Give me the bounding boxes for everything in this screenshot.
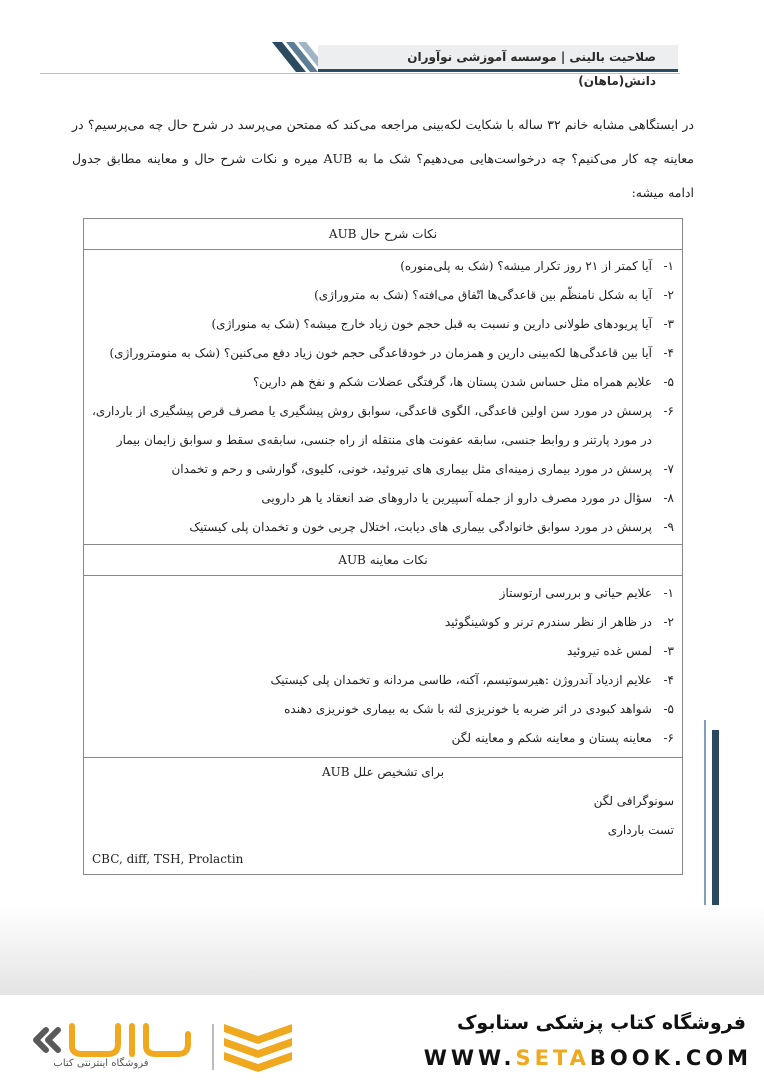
list-item	[92, 339, 674, 368]
url-suffix: BOOK.COM	[589, 1046, 752, 1070]
list-number: ۹-	[663, 520, 674, 534]
list-text: معاینه پستان و معاینه شکم و معاینه لگن	[451, 731, 652, 745]
list-item	[92, 579, 674, 608]
list-item	[92, 666, 674, 695]
list-item	[92, 695, 674, 724]
diagnosis-item: سونوگرافی لگن	[593, 794, 674, 808]
url-prefix: WWW.	[423, 1046, 516, 1070]
list-text: آیا کمتر از ۲۱ روز تکرار میشه؟ (شک به پلی‌منوره)	[400, 259, 652, 273]
list-item	[92, 397, 674, 455]
exam-list	[84, 576, 683, 758]
list-text: علایم ازدیاد آندروژن :هیرسوتیسم، آکنه، طاسی مردانه و تخمدان پلی کیستیک	[270, 673, 652, 687]
list-number: ۸-	[663, 491, 674, 505]
list-text: پرسش در مورد سن اولین قاعدگی، الگوی قاعدگی، سوابق روش پیشگیری یا مصرف قرص پیشگیری از بارداری، در مورد پارتنر و روابط جنسی، سابقه عفونت های منتقله از راه جنسی، سابقه‌ی سقط و سوابق زایمان بیمار	[92, 404, 652, 447]
list-text: پرسش در مورد بیماری زمینه‌ای مثل بیماری های تیروئید، خونی، کلیوی، گوارشی و رحم و تخمدان	[171, 462, 652, 476]
list-text: علایم همراه مثل حساس شدن پستان ها، گرفتگی عضلات شکم و نفخ هم دارین؟	[252, 375, 652, 389]
list-item	[92, 368, 674, 397]
diagnosis-cell	[84, 758, 683, 875]
list-item	[92, 608, 674, 637]
list-number: ۴-	[663, 346, 674, 360]
intro-paragraph: در ایستگاهی مشابه خانم ۳۲ ساله با شکایت لکه‌بینی مراجعه می‌کند که ممتحن می‌پرسد در شرح حال چه می‌پرسیم؟ در معاینه چه کار می‌کنیم؟ چه درخواست‌هایی می‌دهیم؟ شک ما به AUB میره و نکات شرح حال و معاینه مطابق جدول ادامه میشه:	[72, 117, 695, 200]
store-url[interactable]	[392, 1046, 752, 1070]
list-text: آیا بین قاعدگی‌ها لکه‌بینی دارین و همزمان در خودقاعدگی حجم خون زیاد دفع می‌کنین؟ (شک به منومتروراژی)	[109, 346, 652, 360]
diagnosis-heading: برای تشخیص علل AUB	[321, 765, 445, 779]
list-number: ۵-	[663, 375, 674, 389]
list-text: لمس غده تیروئید	[566, 644, 652, 658]
list-number: ۶-	[663, 404, 674, 418]
list-number: ۱-	[663, 586, 674, 600]
list-item	[92, 484, 674, 513]
list-number: ۴-	[663, 673, 674, 687]
list-item	[92, 252, 674, 281]
list-number: ۵-	[663, 702, 674, 716]
list-text: پرسش در مورد سوابق خانوادگی بیماری های دیابت، اختلال چربی خون و تخمدان پلی کیستیک	[189, 520, 652, 534]
list-text: علایم حیاتی و بررسی ارتوستاز	[499, 586, 652, 600]
diagnosis-item: تست بارداری	[607, 823, 674, 837]
logo-tagline: فروشگاه اینترنتی کتاب	[53, 1058, 149, 1069]
list-number: ۳-	[663, 317, 674, 331]
list-number: ۶-	[663, 731, 674, 745]
list-item	[92, 513, 674, 542]
list-number: ۲-	[663, 288, 674, 302]
list-text: شواهد کبودی در اثر ضربه یا خونریزی لثه با شک به بیماری خونریزی دهنده	[284, 702, 652, 716]
url-highlight: SETA	[515, 1046, 590, 1070]
history-heading: نکات شرح حال AUB	[84, 219, 683, 250]
store-name: فروشگاه کتاب پزشکی ستابوک	[456, 1012, 746, 1034]
list-number: ۷-	[663, 462, 674, 476]
list-item	[92, 724, 674, 753]
list-text: آیا به شکل نامنظّم بین قاعدگی‌ها اتّفاق می‌افته؟ (شک به متروراژی)	[314, 288, 652, 302]
list-number: ۳-	[663, 644, 674, 658]
header-rule	[40, 73, 680, 74]
list-item	[92, 281, 674, 310]
list-text: در ظاهر از نظر سندرم ترنر و کوشینگوئید	[444, 615, 652, 629]
aub-table	[83, 218, 683, 875]
header-title: صلاحیت بالینی | موسسه آموزشی نوآوران دانش(ماهان)	[407, 50, 656, 88]
list-item	[92, 455, 674, 484]
list-item	[92, 637, 674, 666]
list-item	[92, 310, 674, 339]
footer-gradient	[0, 905, 764, 1000]
diagnosis-item: CBC, diff, TSH, Prolactin	[92, 852, 244, 866]
history-list	[84, 250, 683, 545]
exam-heading: نکات معاینه AUB	[84, 545, 683, 576]
list-number: ۱-	[663, 259, 674, 273]
list-number: ۲-	[663, 615, 674, 629]
list-text: سؤال در مورد مصرف دارو از جمله آسپیرین یا داروهای ضد انعقاد یا هر دارویی	[261, 491, 652, 505]
list-text: آیا پریودهای طولانی دارین و نسبت به قبل حجم خون زیاد خارج میشه؟ (شک به منوراژی)	[211, 317, 652, 331]
